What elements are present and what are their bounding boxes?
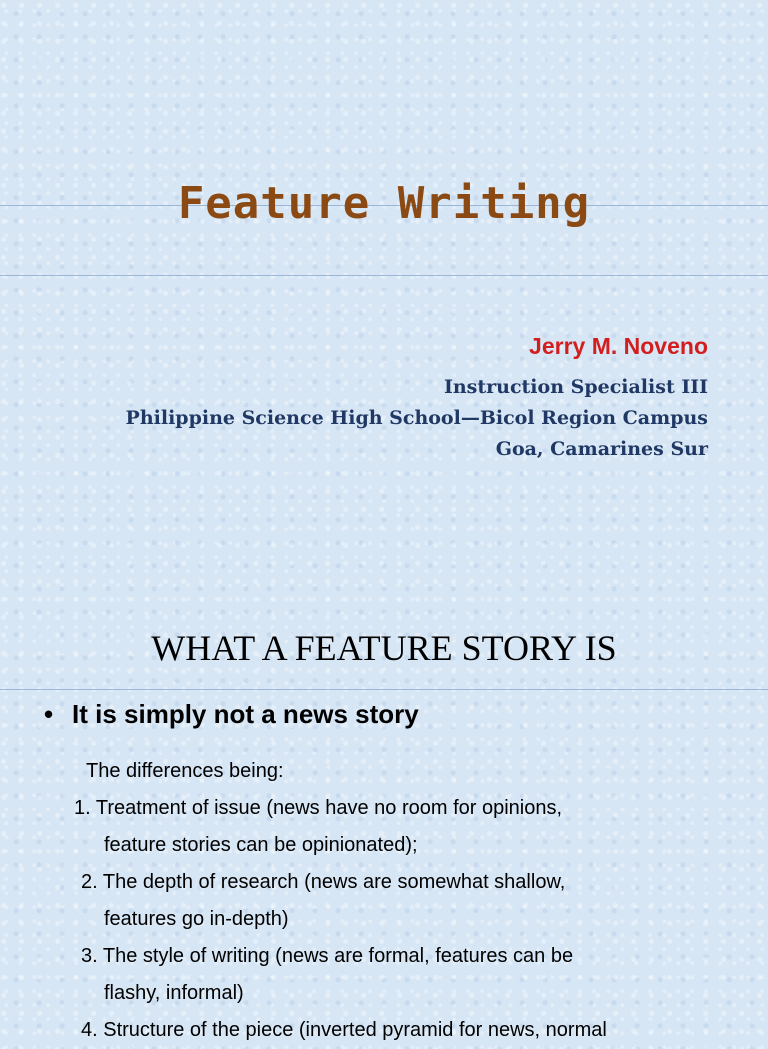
differences-list <box>74 753 754 1049</box>
slide-heading: WHAT A FEATURE STORY IS <box>151 628 617 668</box>
list-item-line: features go in-depth) <box>104 908 289 930</box>
heading-divider <box>0 689 768 690</box>
presentation-title: Feature Writing <box>177 178 591 229</box>
author-name: Jerry M. Noveno <box>529 333 708 359</box>
list-item-line: feature stories can be opinionated); <box>104 834 418 856</box>
list-item-line: 4. Structure of the piece (inverted pyramid for news, normal <box>81 1019 607 1041</box>
list-item-line: 1. Treatment of issue (news have no room for opinions, <box>74 797 563 819</box>
bullet-point <box>44 699 419 730</box>
bullet-icon: • <box>44 699 54 729</box>
divider-bottom <box>0 275 768 276</box>
bullet-text: It is simply not a news story <box>72 699 419 729</box>
author-school: Philippine Science High School—Bicol Region Campus <box>125 407 708 429</box>
list-item-line: flashy, informal) <box>104 982 244 1004</box>
list-item-line: 2. The depth of research (news are somewhat shallow, <box>81 871 566 893</box>
differences-intro: The differences being: <box>86 760 284 782</box>
list-item-line: 3. The style of writing (news are formal, features can be <box>81 945 574 967</box>
slide-feature-story <box>0 597 768 1041</box>
author-position: Instruction Specialist III <box>443 376 708 398</box>
author-block <box>126 333 708 465</box>
author-location: Goa, Camarines Sur <box>495 438 708 460</box>
